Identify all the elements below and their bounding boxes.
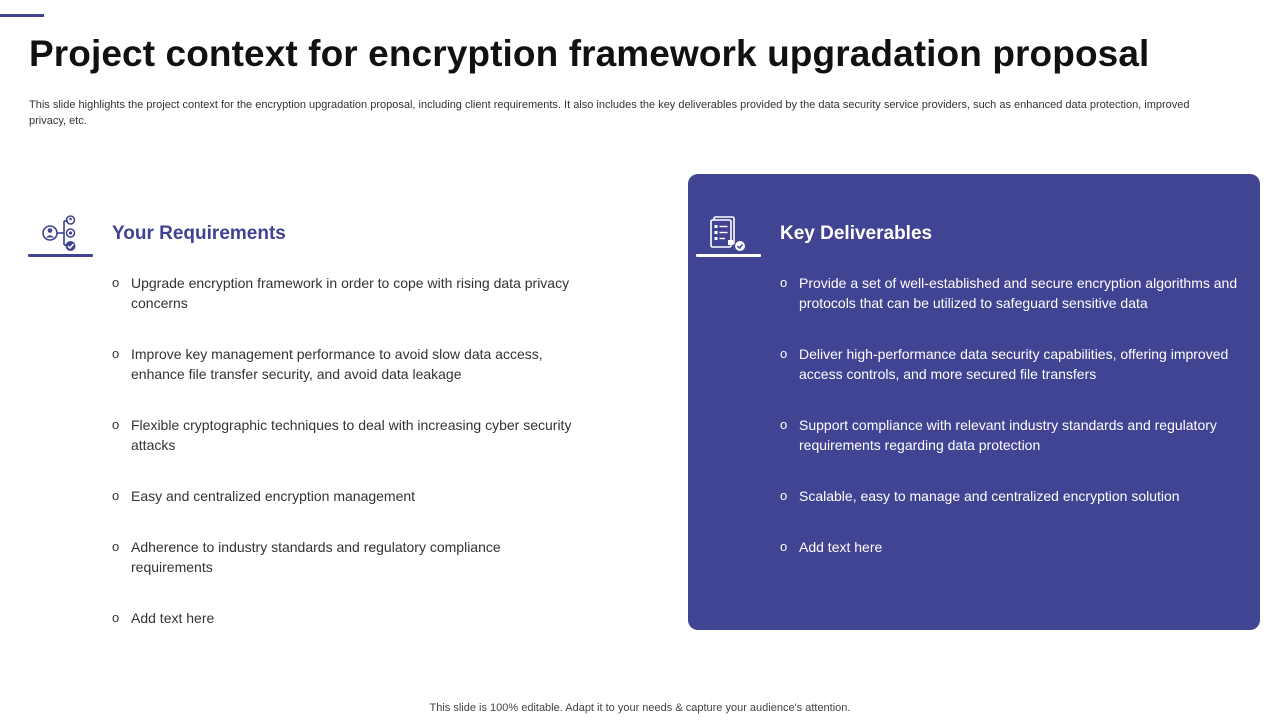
list-item bbox=[112, 273, 572, 313]
requirement-text: Improve key management performance to avoid slow data access, enhance file transfer security, and avoid data leakage bbox=[131, 346, 543, 382]
requirements-underline bbox=[28, 254, 93, 257]
slide-title: Project context for encryption framework upgradation proposal bbox=[29, 33, 1150, 74]
deliverable-text: Support compliance with relevant industry standards and regulatory requirements regarding data protection bbox=[799, 417, 1217, 453]
list-item bbox=[780, 273, 1250, 313]
deliverables-underline bbox=[696, 254, 761, 257]
list-item bbox=[112, 344, 572, 384]
requirement-text: Upgrade encryption framework in order to cope with rising data privacy concerns bbox=[131, 275, 570, 311]
bullet-marker: o bbox=[112, 539, 120, 554]
list-item bbox=[780, 537, 1250, 557]
accent-bar bbox=[0, 14, 44, 17]
deliverables-list bbox=[780, 273, 1250, 557]
bullet-marker: o bbox=[780, 417, 788, 432]
requirement-text: Easy and centralized encryption management bbox=[131, 488, 416, 504]
slide-subtitle: This slide highlights the project context for the encryption upgradation proposal, including client requirements. It also includes the key deliverables provided by the data security service providers, such as enhanced data protection, improved privacy, etc. bbox=[29, 99, 1190, 127]
bullet-marker: o bbox=[112, 417, 120, 432]
bullet-marker: o bbox=[112, 346, 120, 361]
bullet-marker: o bbox=[112, 275, 120, 290]
list-item bbox=[112, 608, 572, 628]
deliverable-text: Deliver high-performance data security capabilities, offering improved access controls, and more secured file transfers bbox=[799, 346, 1229, 382]
bullet-marker: o bbox=[112, 610, 120, 625]
people-network-icon bbox=[40, 213, 80, 253]
list-item bbox=[112, 486, 572, 506]
bullet-marker: o bbox=[780, 346, 788, 361]
deliverable-text: Scalable, easy to manage and centralized encryption solution bbox=[799, 488, 1180, 504]
list-item bbox=[112, 415, 572, 455]
list-item bbox=[780, 486, 1250, 506]
checklist-document-icon bbox=[708, 214, 748, 254]
deliverable-text: Provide a set of well-established and secure encryption algorithms and protocols that can be utilized to safeguard sensitive data bbox=[799, 275, 1238, 311]
deliverables-heading: Key Deliverables bbox=[780, 223, 933, 244]
requirement-text: Add text here bbox=[131, 610, 215, 626]
list-item bbox=[112, 537, 572, 577]
bullet-marker: o bbox=[112, 488, 120, 503]
list-item bbox=[780, 415, 1250, 455]
bullet-marker: o bbox=[780, 275, 788, 290]
deliverable-text: Add text here bbox=[799, 539, 883, 555]
bullet-marker: o bbox=[780, 539, 788, 554]
bullet-marker: o bbox=[780, 488, 788, 503]
requirement-text: Flexible cryptographic techniques to deal with increasing cyber security attacks bbox=[131, 417, 572, 453]
list-item bbox=[780, 344, 1250, 384]
slide-footer: This slide is 100% editable. Adapt it to your needs & capture your audience's attention. bbox=[429, 702, 851, 714]
requirements-heading: Your Requirements bbox=[112, 223, 286, 244]
requirement-text: Adherence to industry standards and regulatory compliance requirements bbox=[131, 539, 501, 575]
requirements-list bbox=[112, 273, 572, 628]
